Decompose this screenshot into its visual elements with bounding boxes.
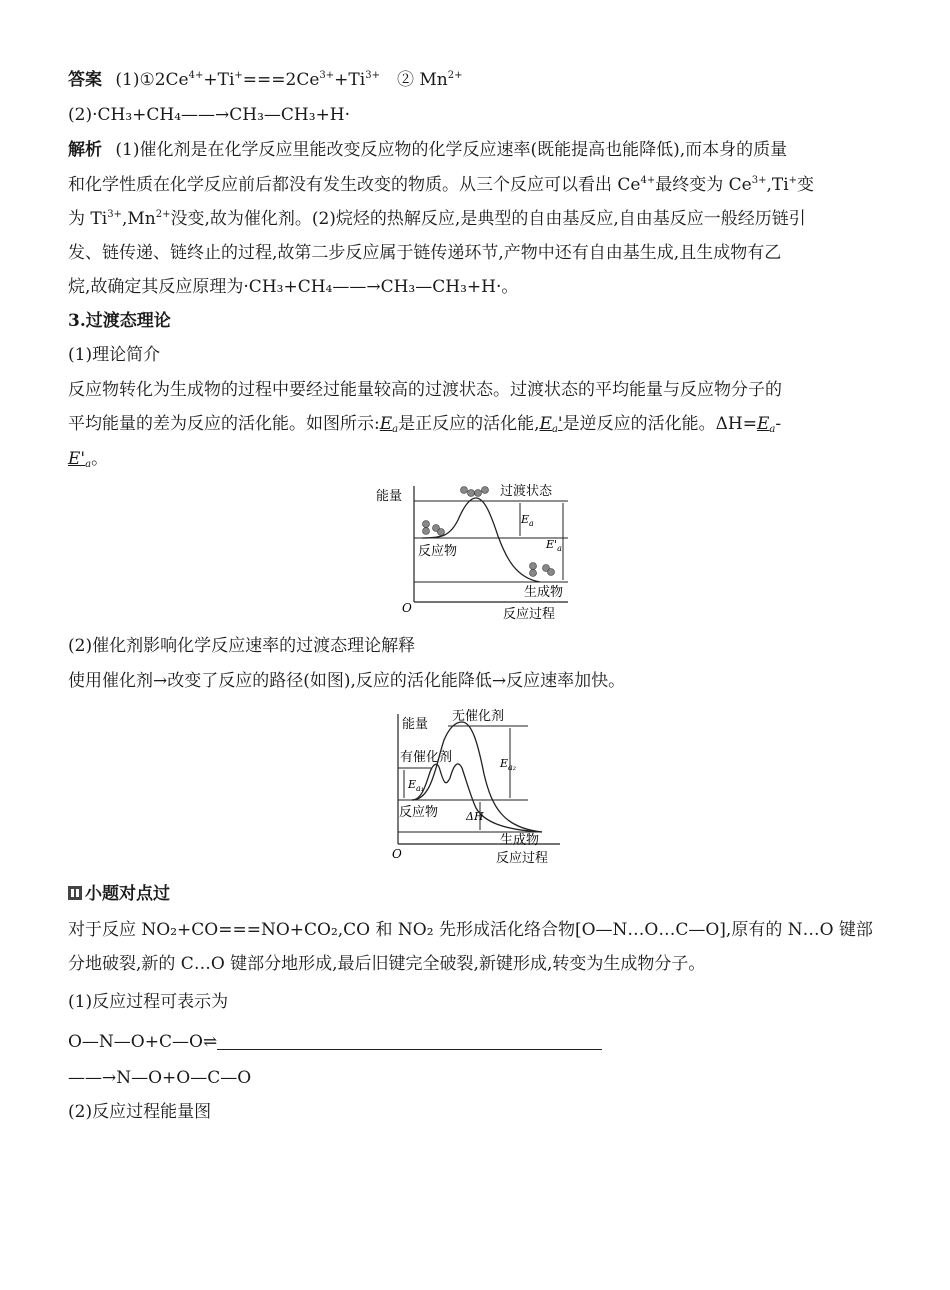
fig1-molecule-product-icon xyxy=(530,563,555,577)
answer-line-1: 答案 $(1)①2Ce^{4+}+Ti^+===2Ce^{3+}+Ti^{3+}$ ② $Mn^{2+}$ xyxy=(68,70,463,90)
fig2-y-label: 能量 xyxy=(402,717,429,732)
theory-paragraph-line-3: $E'_a$。 xyxy=(68,449,109,470)
theory-paragraph-line-2: 平均能量的差为反应的活化能。如图所示$:E_a$是正反应的活化能$,E_a'$是逆反应的活化能。$\Delta H=E_a-$ xyxy=(68,414,782,435)
practice-paragraph-line-1: 对于反应 NO₂+CO===NO+CO₂,CO 和 NO₂ 先形成活化络合物[O—N…O…C—O],原有的 N…O 键部 xyxy=(68,920,873,940)
equation-line-1: O—N—O+C—O⇌ xyxy=(68,1030,602,1054)
analysis-line-1: 解析 (1)催化剂是在化学反应里能改变反应物的化学反应速率(既能提高也能降低),而本身的质量 xyxy=(68,140,788,160)
fig2-cat-label: 有催化剂 xyxy=(400,750,453,765)
pause-bars-icon xyxy=(68,886,82,900)
section-title: 3.过渡态理论 xyxy=(68,311,171,331)
analysis-line-5: 烷,故确定其反应原理为·CH₃+CH₄——→CH₃—CH₃+H·。 xyxy=(68,277,519,297)
fig1-ea-prime-label: $E'_a$ xyxy=(546,538,562,553)
fig2-reactant-label: 反应物 xyxy=(399,805,439,820)
fig1-energy-curve xyxy=(422,498,540,582)
fig2-no-cat-label: 无催化剂 xyxy=(452,709,505,724)
subsection-2-title: (2)催化剂影响化学反应速率的过渡态理论解释 xyxy=(68,636,416,656)
catalyst-explanation: 使用催化剂→改变了反应的路径(如图),反应的活化能降低→反应速率加快。 xyxy=(68,671,626,691)
fig2-ea2-label: $E_{a_2}$ xyxy=(500,757,517,772)
practice-paragraph-line-2: 分地破裂,新的 C…O 键部分地形成,最后旧键完全破裂,新键形成,转变为生成物分子。 xyxy=(68,954,706,974)
answer-line-2: (2)·CH₃+CH₄——→CH₃—CH₃+H· xyxy=(68,105,351,125)
fig1-product-label: 生成物 xyxy=(524,585,564,600)
fig2-ea1-label: $E_{a_1}$ xyxy=(408,778,425,793)
fig1-molecule-reactant-icon xyxy=(423,521,445,536)
equation-line-2: ——→N—O+O—C—O xyxy=(68,1068,252,1088)
theory-paragraph-line-1: 反应物转化为生成物的过程中要经过能量较高的过渡状态。过渡状态的平均能量与反应物分子的 xyxy=(68,380,782,400)
fig1-origin: O xyxy=(402,601,412,615)
analysis-line-2: 和化学性质在化学反应前后都没有发生改变的物质。从三个反应可以看出 $Ce^{4+}$最终变为 $Ce^{3+},Ti^+$变 xyxy=(68,175,815,195)
analysis-label: 解析 xyxy=(68,140,102,160)
fig1-y-label: 能量 xyxy=(376,489,403,504)
fig1-reactant-label: 反应物 xyxy=(418,544,458,559)
practice-heading: 小题对点过 xyxy=(68,882,170,906)
fig1-x-label: 反应过程 xyxy=(503,607,556,622)
fig1-transition-label: 过渡状态 xyxy=(500,484,553,499)
catalyst-energy-diagram xyxy=(392,704,567,869)
question-1: (1)反应过程可表示为 xyxy=(68,992,229,1012)
transition-state-diagram xyxy=(370,478,580,623)
fig1-molecule-transition-icon xyxy=(461,487,489,497)
fig2-x-label: 反应过程 xyxy=(496,851,549,866)
fig1-ea-label: $E_a$ xyxy=(521,513,534,528)
fig2-origin: O xyxy=(392,847,402,861)
answer-label: 答案 xyxy=(68,70,102,90)
fig2-dh-label: ΔH xyxy=(466,810,484,823)
question-2: (2)反应过程能量图 xyxy=(68,1102,212,1122)
answer-blank[interactable] xyxy=(217,1035,602,1050)
analysis-line-3: 为 $Ti^{3+},Mn^{2+}$没变,故为催化剂。(2)烷烃的热解反应,是典型的自由基反应,自由基反应一般经历链引 xyxy=(68,209,806,229)
subsection-1-title: (1)理论简介 xyxy=(68,345,161,365)
analysis-line-4: 发、链传递、链终止的过程,故第二步反应属于链传递环节,产物中还有自由基生成,且生成物有乙 xyxy=(68,243,782,263)
fig2-product-label: 生成物 xyxy=(500,833,540,848)
